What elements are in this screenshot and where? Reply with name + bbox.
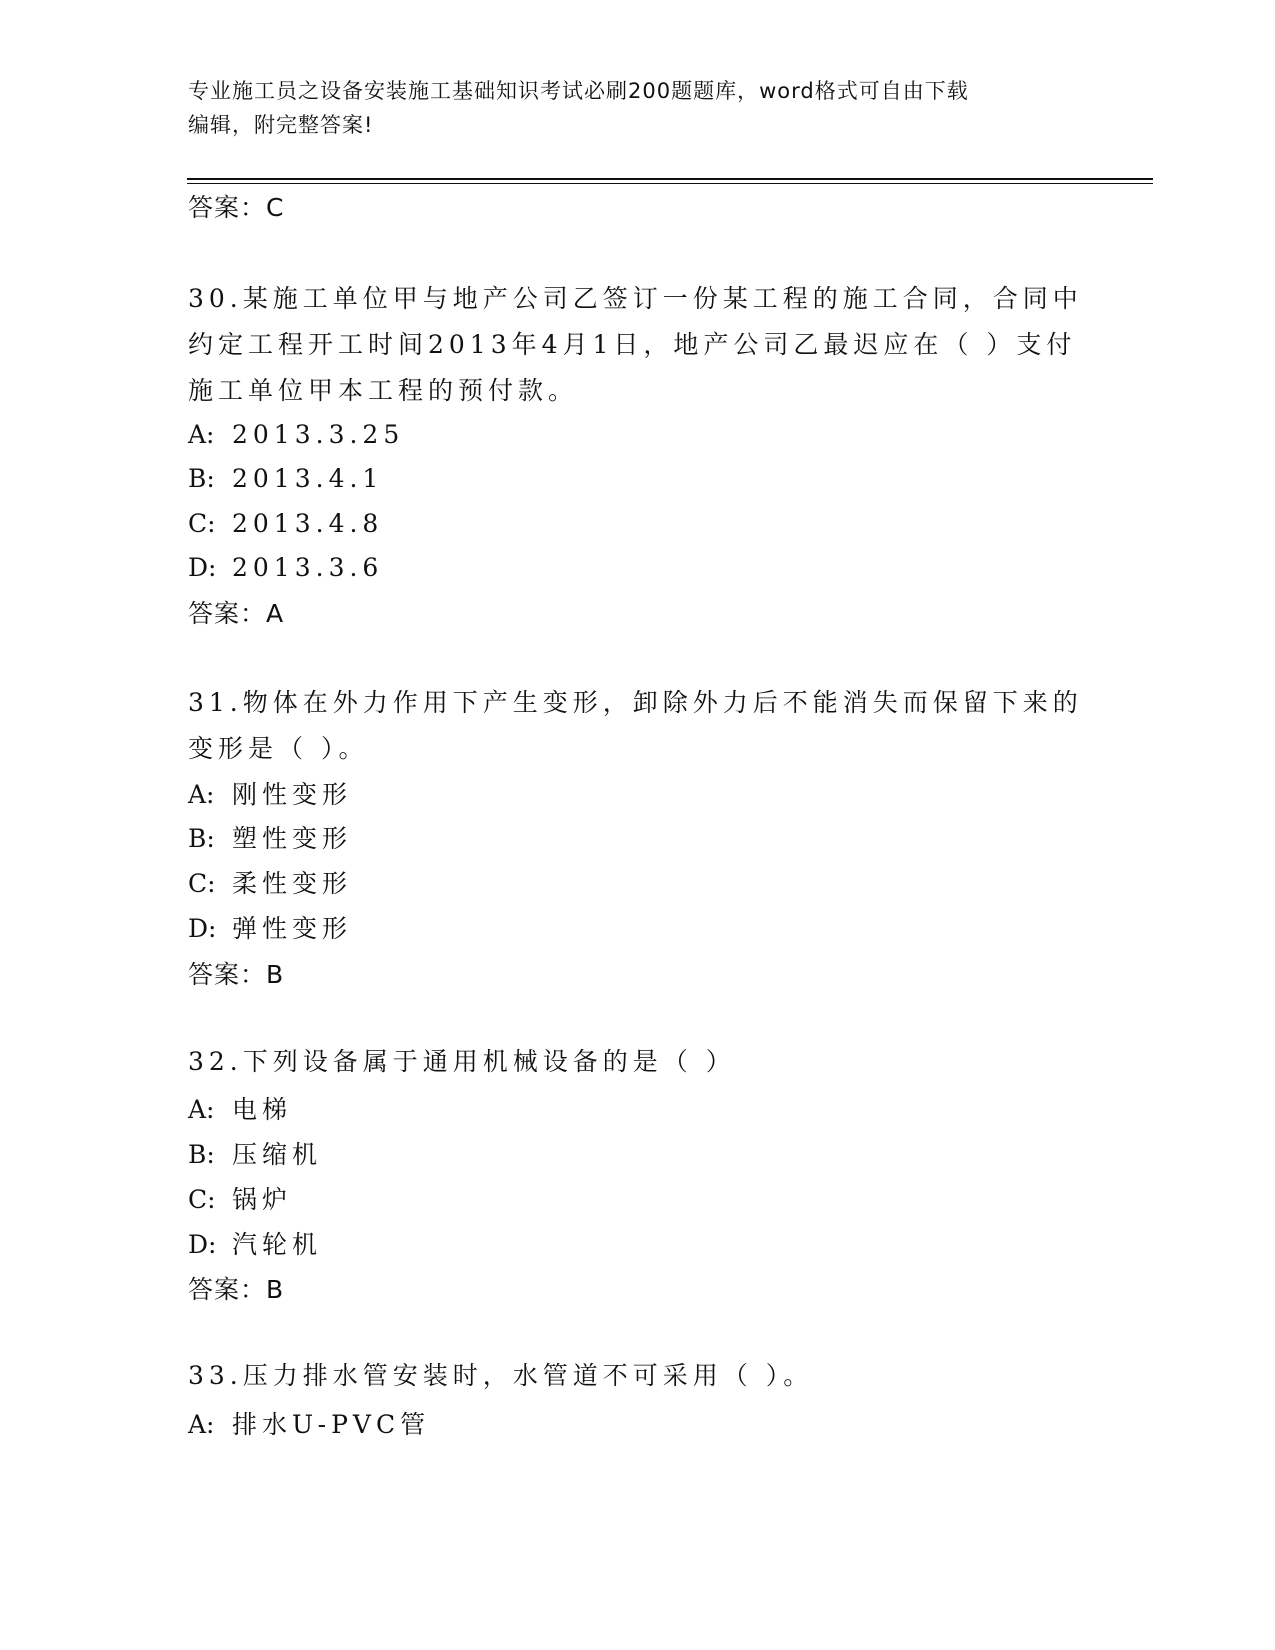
option-key: A:: [188, 420, 215, 449]
question-31-option-d: [188, 912, 352, 946]
question-31-option-c: [188, 867, 352, 901]
question-33-option-a: [188, 1408, 430, 1442]
question-30-answer: 答案：A: [188, 599, 285, 628]
question-31-option-a: [188, 778, 352, 812]
option-key: A:: [188, 1095, 215, 1124]
question-31-answer: 答案：B: [188, 960, 285, 989]
option-text: 2013.4.1: [232, 464, 384, 493]
question-33-text: 33.压力排水管安装时，水管道不可采用（ ）。: [188, 1361, 814, 1390]
question-31-option-b: [188, 822, 352, 856]
question-32-option-d: [188, 1228, 322, 1262]
question-30-option-c: [188, 507, 383, 541]
question-31-text: 31.物体在外力作用下产生变形，卸除外力后不能消失而保留下来的变形是（ ）。: [188, 688, 1083, 763]
option-text: 塑性变形: [232, 824, 353, 853]
option-text: 汽轮机: [232, 1230, 323, 1259]
option-text: 电梯: [232, 1095, 293, 1124]
option-key: D:: [188, 914, 217, 943]
page-header: [188, 74, 1088, 142]
header-line-1: 专业施工员之设备安装施工基础知识考试必刷200题题库，word格式可自由下载: [188, 79, 969, 103]
header-line-2: 编辑，附完整答案!: [188, 113, 374, 137]
previous-answer: 答案：C: [188, 193, 285, 222]
option-text: 弹性变形: [232, 914, 353, 943]
question-30-option-a: [188, 418, 404, 452]
option-key: D:: [188, 553, 217, 582]
option-key: B:: [188, 1140, 215, 1169]
option-key: C:: [188, 509, 216, 538]
option-text: 2013.4.8: [232, 509, 384, 538]
option-text: 压缩机: [232, 1140, 323, 1169]
option-key: B:: [188, 824, 215, 853]
header-rule-thin: [187, 183, 1153, 184]
question-32-option-c: [188, 1183, 292, 1217]
question-30-option-b: [188, 462, 383, 496]
header-rule-thick: [187, 178, 1153, 180]
question-32-answer: 答案：B: [188, 1275, 285, 1304]
question-32-option-b: [188, 1138, 322, 1172]
question-30-text: 30.某施工单位甲与地产公司乙签订一份某工程的施工合同，合同中约定工程开工时间2013年4月1日，地产公司乙最迟应在（ ）支付施工单位甲本工程的预付款。: [188, 284, 1083, 405]
option-text: 柔性变形: [232, 869, 353, 898]
option-text: 2013.3.25: [232, 420, 405, 449]
question-32-option-a: [188, 1093, 292, 1127]
option-key: A:: [188, 1410, 215, 1439]
question-30-option-d: [188, 551, 383, 585]
question-32-text: 32.下列设备属于通用机械设备的是（ ）: [188, 1047, 736, 1076]
option-key: A:: [188, 780, 215, 809]
option-key: D:: [188, 1230, 217, 1259]
option-key: C:: [188, 1185, 216, 1214]
option-key: B:: [188, 464, 215, 493]
option-key: C:: [188, 869, 216, 898]
option-text: 2013.3.6: [232, 553, 384, 582]
option-text: 刚性变形: [232, 780, 353, 809]
option-text: 排水U-PVC管: [232, 1410, 431, 1439]
option-text: 锅炉: [232, 1185, 293, 1214]
